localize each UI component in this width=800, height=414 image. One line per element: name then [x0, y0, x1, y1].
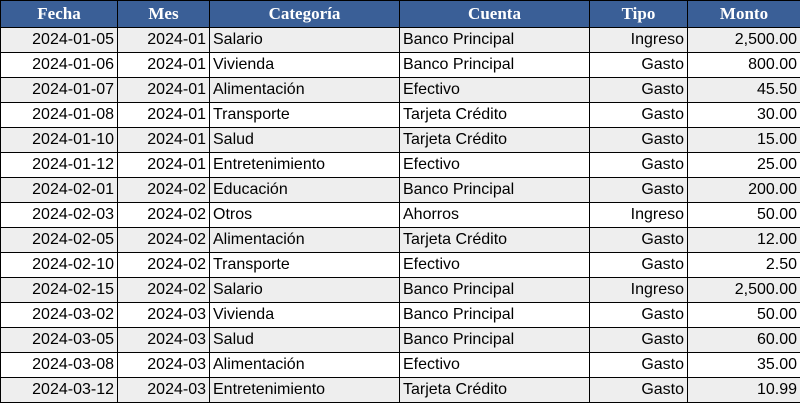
table-row [1, 278, 800, 303]
categoria-cell[interactable]: Alimentación [210, 78, 400, 103]
categoria-cell[interactable]: Salario [210, 278, 400, 303]
categoria-cell[interactable]: Educación [210, 178, 400, 203]
table-row [1, 353, 800, 378]
mes-cell[interactable]: 2024-01 [118, 78, 210, 103]
categoria-cell[interactable]: Otros [210, 203, 400, 228]
table-row [1, 178, 800, 203]
mes-cell[interactable]: 2024-01 [118, 28, 210, 53]
cuenta-cell[interactable]: Efectivo [400, 253, 590, 278]
fecha-cell[interactable]: 2024-01-08 [1, 103, 118, 128]
header-row [1, 1, 800, 28]
categoria-cell[interactable]: Vivienda [210, 53, 400, 78]
fecha-cell[interactable]: 2024-02-03 [1, 203, 118, 228]
column-header-fecha[interactable]: Fecha [1, 1, 118, 28]
tipo-cell[interactable]: Gasto [590, 253, 688, 278]
mes-cell[interactable]: 2024-01 [118, 53, 210, 78]
column-header-tipo[interactable]: Tipo [590, 1, 688, 28]
tipo-cell[interactable]: Gasto [590, 353, 688, 378]
cuenta-cell[interactable]: Banco Principal [400, 328, 590, 353]
mes-cell[interactable]: 2024-02 [118, 253, 210, 278]
mes-cell[interactable]: 2024-03 [118, 328, 210, 353]
mes-cell[interactable]: 2024-02 [118, 278, 210, 303]
tipo-cell[interactable]: Ingreso [590, 203, 688, 228]
table-row [1, 378, 800, 403]
fecha-cell[interactable]: 2024-01-10 [1, 128, 118, 153]
fecha-cell[interactable]: 2024-03-12 [1, 378, 118, 403]
mes-cell[interactable]: 2024-01 [118, 103, 210, 128]
fecha-cell[interactable]: 2024-02-10 [1, 253, 118, 278]
categoria-cell[interactable]: Transporte [210, 103, 400, 128]
cuenta-cell[interactable]: Efectivo [400, 153, 590, 178]
mes-cell[interactable]: 2024-02 [118, 203, 210, 228]
categoria-cell[interactable]: Salud [210, 328, 400, 353]
cuenta-cell[interactable]: Efectivo [400, 78, 590, 103]
monto-cell[interactable]: 800.00 [688, 53, 800, 78]
table-body [1, 28, 800, 403]
fecha-cell[interactable]: 2024-02-05 [1, 228, 118, 253]
fecha-cell[interactable]: 2024-03-05 [1, 328, 118, 353]
tipo-cell[interactable]: Gasto [590, 78, 688, 103]
cuenta-cell[interactable]: Banco Principal [400, 28, 590, 53]
column-header-categoria[interactable]: Categoría [210, 1, 400, 28]
monto-cell[interactable]: 10.99 [688, 378, 800, 403]
categoria-cell[interactable]: Transporte [210, 253, 400, 278]
categoria-cell[interactable]: Salud [210, 128, 400, 153]
tipo-cell[interactable]: Gasto [590, 53, 688, 78]
monto-cell[interactable]: 200.00 [688, 178, 800, 203]
mes-cell[interactable]: 2024-02 [118, 228, 210, 253]
table-row [1, 78, 800, 103]
monto-cell[interactable]: 35.00 [688, 353, 800, 378]
tipo-cell[interactable]: Gasto [590, 128, 688, 153]
cuenta-cell[interactable]: Tarjeta Crédito [400, 378, 590, 403]
monto-cell[interactable]: 2,500.00 [688, 278, 800, 303]
mes-cell[interactable]: 2024-02 [118, 178, 210, 203]
table-row [1, 328, 800, 353]
table-row [1, 103, 800, 128]
cuenta-cell[interactable]: Tarjeta Crédito [400, 103, 590, 128]
cuenta-cell[interactable]: Banco Principal [400, 303, 590, 328]
cuenta-cell[interactable]: Ahorros [400, 203, 590, 228]
fecha-cell[interactable]: 2024-01-12 [1, 153, 118, 178]
fecha-cell[interactable]: 2024-02-15 [1, 278, 118, 303]
tipo-cell[interactable]: Ingreso [590, 28, 688, 53]
cuenta-cell[interactable]: Banco Principal [400, 178, 590, 203]
monto-cell[interactable]: 45.50 [688, 78, 800, 103]
mes-cell[interactable]: 2024-01 [118, 128, 210, 153]
categoria-cell[interactable]: Entretenimiento [210, 378, 400, 403]
fecha-cell[interactable]: 2024-01-07 [1, 78, 118, 103]
monto-cell[interactable]: 12.00 [688, 228, 800, 253]
fecha-cell[interactable]: 2024-02-01 [1, 178, 118, 203]
tipo-cell[interactable]: Gasto [590, 378, 688, 403]
tipo-cell[interactable]: Gasto [590, 228, 688, 253]
monto-cell[interactable]: 60.00 [688, 328, 800, 353]
monto-cell[interactable]: 2.50 [688, 253, 800, 278]
column-header-cuenta[interactable]: Cuenta [400, 1, 590, 28]
tipo-cell[interactable]: Gasto [590, 303, 688, 328]
tipo-cell[interactable]: Ingreso [590, 278, 688, 303]
table-row [1, 228, 800, 253]
table-row [1, 253, 800, 278]
cuenta-cell[interactable]: Banco Principal [400, 53, 590, 78]
fecha-cell[interactable]: 2024-01-06 [1, 53, 118, 78]
fecha-cell[interactable]: 2024-03-02 [1, 303, 118, 328]
mes-cell[interactable]: 2024-01 [118, 153, 210, 178]
column-header-monto[interactable]: Monto [688, 1, 800, 28]
categoria-cell[interactable]: Alimentación [210, 353, 400, 378]
tipo-cell[interactable]: Gasto [590, 328, 688, 353]
fecha-cell[interactable]: 2024-01-05 [1, 28, 118, 53]
mes-cell[interactable]: 2024-03 [118, 353, 210, 378]
categoria-cell[interactable]: Alimentación [210, 228, 400, 253]
mes-cell[interactable]: 2024-03 [118, 303, 210, 328]
tipo-cell[interactable]: Gasto [590, 103, 688, 128]
cuenta-cell[interactable]: Efectivo [400, 353, 590, 378]
categoria-cell[interactable]: Salario [210, 28, 400, 53]
monto-cell[interactable]: 30.00 [688, 103, 800, 128]
tipo-cell[interactable]: Gasto [590, 178, 688, 203]
tipo-cell[interactable]: Gasto [590, 153, 688, 178]
fecha-cell[interactable]: 2024-03-08 [1, 353, 118, 378]
cuenta-cell[interactable]: Tarjeta Crédito [400, 128, 590, 153]
monto-cell[interactable]: 25.00 [688, 153, 800, 178]
table-row [1, 28, 800, 53]
monto-cell[interactable]: 50.00 [688, 203, 800, 228]
table-row [1, 303, 800, 328]
cuenta-cell[interactable]: Tarjeta Crédito [400, 228, 590, 253]
cuenta-cell[interactable]: Banco Principal [400, 278, 590, 303]
categoria-cell[interactable]: Vivienda [210, 303, 400, 328]
table-row [1, 53, 800, 78]
column-header-mes[interactable]: Mes [118, 1, 210, 28]
monto-cell[interactable]: 50.00 [688, 303, 800, 328]
categoria-cell[interactable]: Entretenimiento [210, 153, 400, 178]
table-row [1, 128, 800, 153]
monto-cell[interactable]: 2,500.00 [688, 28, 800, 53]
monto-cell[interactable]: 15.00 [688, 128, 800, 153]
mes-cell[interactable]: 2024-03 [118, 378, 210, 403]
table-row [1, 203, 800, 228]
table-row [1, 153, 800, 178]
